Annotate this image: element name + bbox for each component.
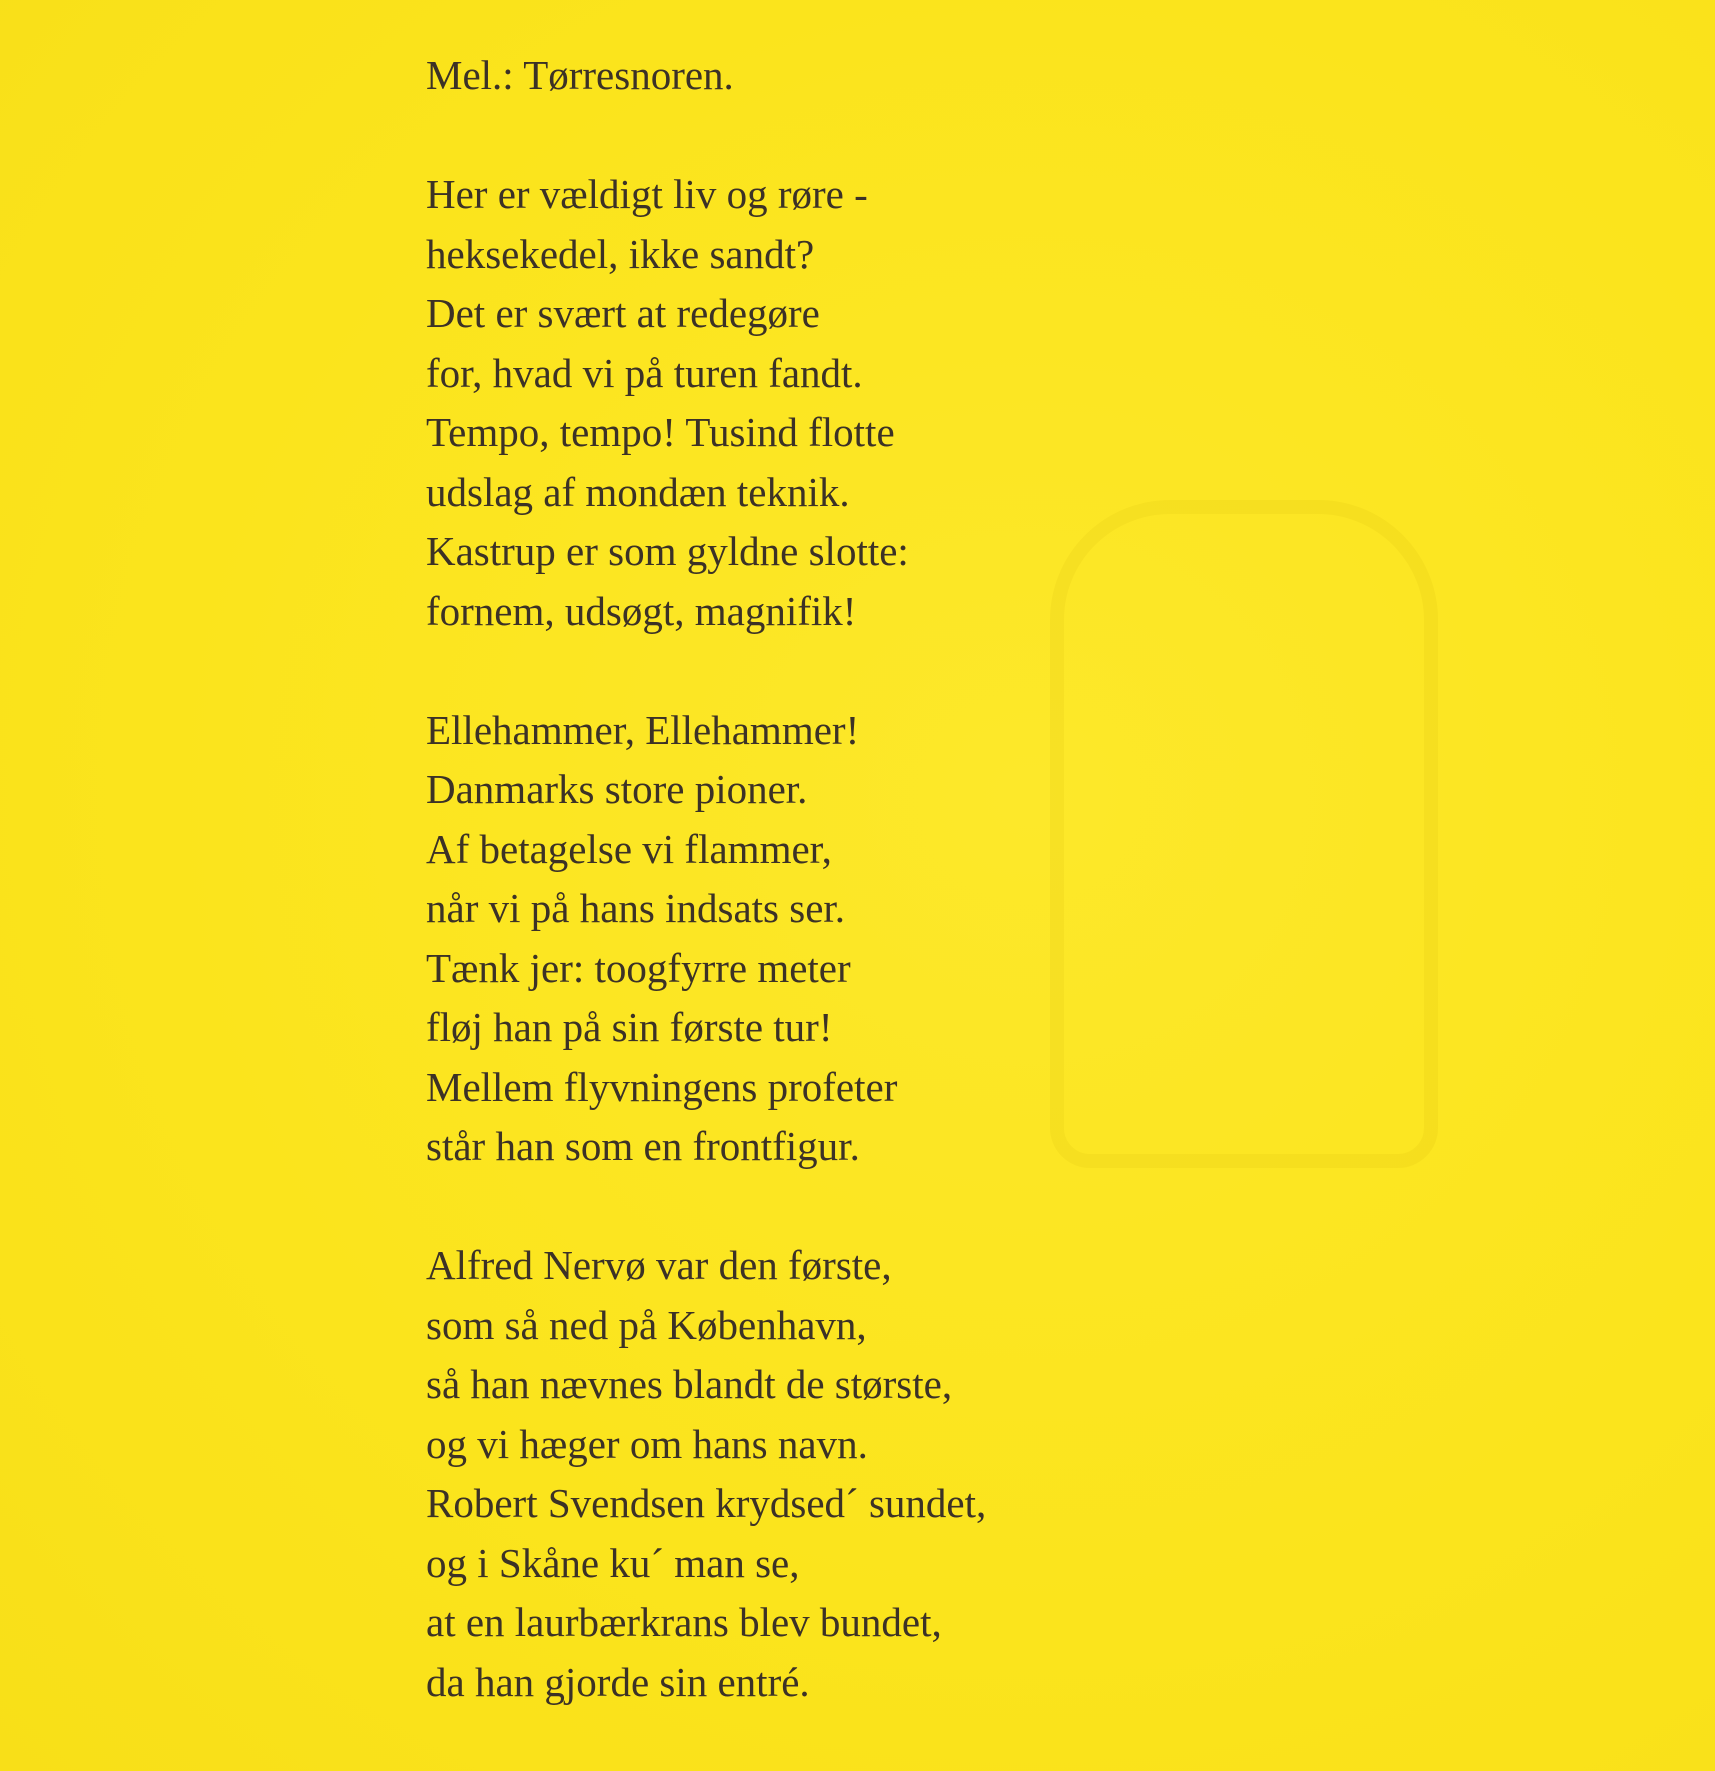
verse-line: udslag af mondæn teknik.	[426, 468, 850, 515]
verse-line: Her er vældigt liv og røre -	[426, 171, 868, 217]
verse-line: Danmarks store pioner.	[426, 766, 808, 812]
verse-line: som så ned på København,	[426, 1301, 867, 1348]
verse-line: at en laurbærkrans blev bundet,	[426, 1599, 942, 1645]
verse-line: og i Skåne ku´ man se,	[426, 1539, 800, 1586]
verse-line: Tænk jer: toogfyrre meter	[426, 944, 851, 991]
verse-line: Ellehammer, Ellehammer!	[426, 706, 860, 753]
verse-line: Robert Svendsen krydsed´ sundet,	[426, 1480, 987, 1526]
verse-line: når vi på hans indsats ser.	[426, 885, 846, 931]
verse-line: Tempo, tempo! Tusind flotte	[426, 409, 895, 455]
verse-line: heksekedel, ikke sandt?	[426, 230, 815, 277]
stanza-gap	[426, 1177, 1626, 1237]
verse-line: fløj han på sin første tur!	[426, 1004, 833, 1050]
verse-line: Alfred Nervø var den første,	[426, 1242, 892, 1288]
stanza-2	[426, 701, 1626, 1177]
stanza-1	[426, 165, 1626, 641]
stanza-gap	[426, 106, 1626, 166]
stanza-3	[426, 1236, 1626, 1712]
stanza-gap	[426, 641, 1626, 701]
verse-line: fornem, udsøgt, magnifik!	[426, 587, 857, 634]
verse-line: Kastrup er som gyldne slotte:	[426, 528, 909, 574]
verse-line: for, hvad vi på turen fandt.	[426, 349, 863, 396]
melody-header: Mel.: Tørresnoren.	[426, 52, 734, 98]
song-text	[426, 46, 1626, 1712]
verse-line: og vi hæger om hans navn.	[426, 1420, 868, 1467]
verse-line: Af betagelse vi flammer,	[426, 825, 832, 872]
verse-line: så han nævnes blandt de største,	[426, 1361, 953, 1407]
verse-line: Det er svært at redegøre	[426, 290, 820, 336]
verse-line: står han som en frontfigur.	[426, 1123, 860, 1169]
verse-line: Mellem flyvningens profeter	[426, 1063, 898, 1110]
verse-line: da han gjorde sin entré.	[426, 1658, 810, 1705]
